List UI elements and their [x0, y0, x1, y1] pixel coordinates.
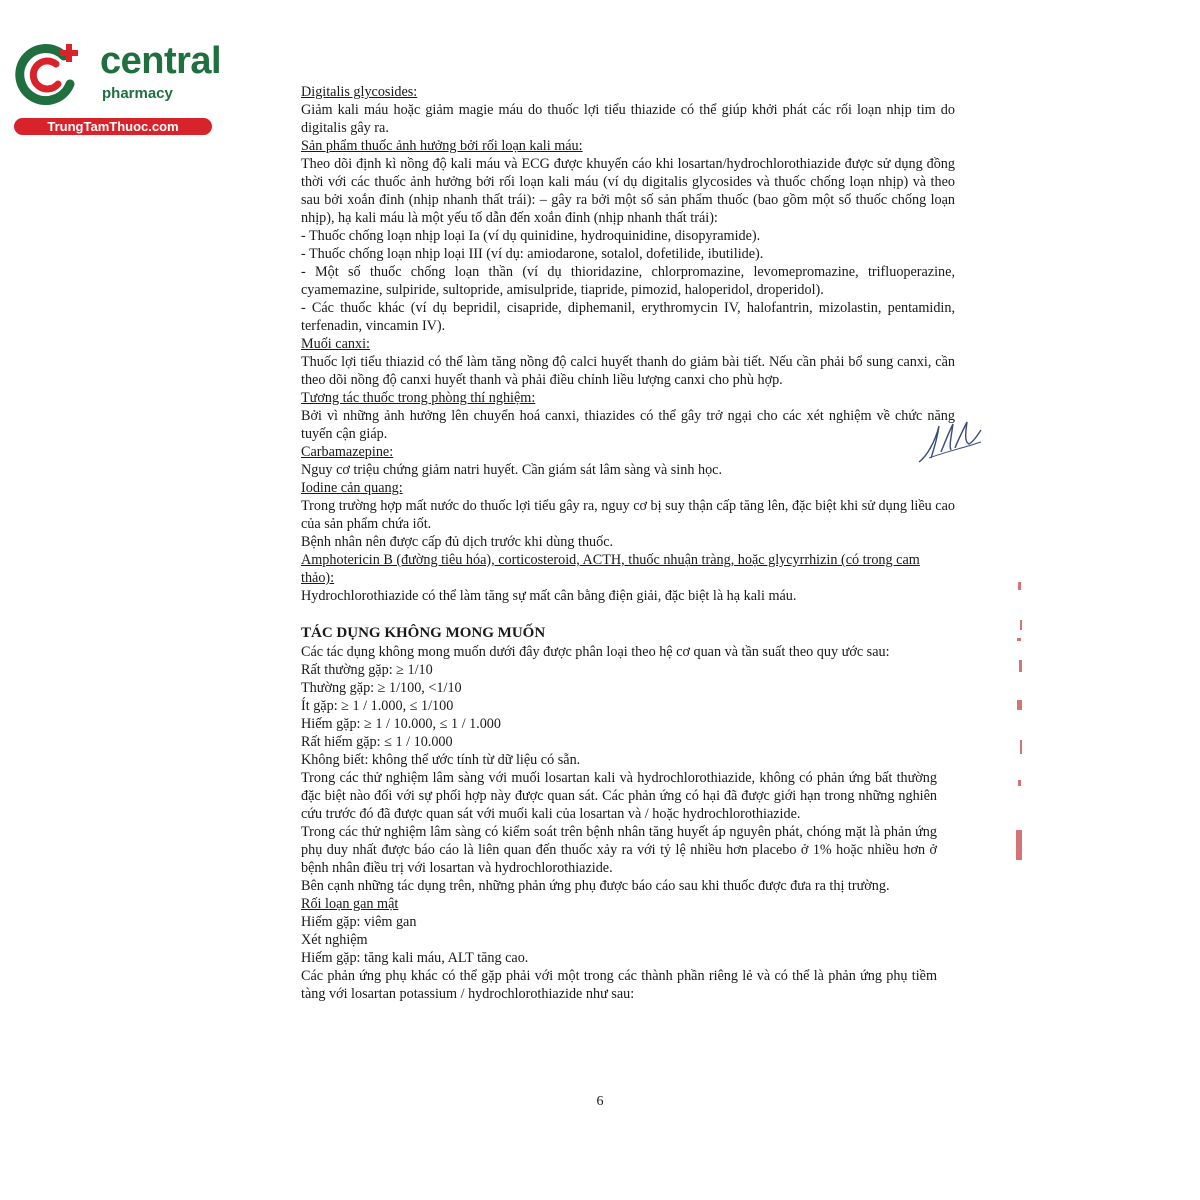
paragraph: - Thuốc chống loạn nhịp loại III (ví dụ: amiodarone, sotalol, dofetilide, ibutilide).: [301, 246, 764, 262]
brand-subtitle: pharmacy: [102, 85, 173, 102]
pharmacy-logo: [12, 38, 222, 138]
section-subheading: Muối canxi:: [301, 336, 370, 352]
paragraph: Giảm kali máu hoặc giảm magie máu do thuốc lợi tiểu thiazide có thể giúp khởi phát các rối loạn nhịp tim do digitalis gây ra.: [301, 102, 955, 136]
paragraph: Bệnh nhân nên được cấp đủ dịch trước khi dùng thuốc.: [301, 534, 614, 550]
section-subheading: Rối loạn gan mật: [301, 896, 399, 912]
brand-name: central: [100, 40, 222, 82]
paragraph: Theo dõi định kì nồng độ kali máu và ECG được khuyến cáo khi losartan/hydrochlorothiazide được sử dụng đồng thời với các thuốc ảnh hưởng bởi rối loạn kali máu (ví dụ digitalis glycosides và thuốc chống loạn nhịp) và theo sau bởi xoắn đỉnh (nhịp nhanh thất trái): – gây ra bởi một số sản phẩm thuốc (bao gồm một số thuốc chống loạn nhịp), hạ kali máu là một yếu tố dẫn đến xoắn đỉnh (nhịp nhanh thất trái):: [301, 156, 955, 226]
paragraph: - Các thuốc khác (ví dụ bepridil, cisapride, diphemanil, erythromycin IV, halofantrin, mizolastin, pentamidin, terfenadin, vincamin IV).: [301, 300, 955, 334]
paragraph: Thuốc lợi tiểu thiazid có thể làm tăng nồng độ calci huyết thanh do giảm bài tiết. Nếu cần phải bổ sung canxi, cần theo dõi nồng độ canxi huyết thanh và phải điều chỉnh liều lượng canxi cho phù hợp.: [301, 354, 955, 388]
stamp-edge-icon: [1010, 580, 1030, 880]
paragraph: Không biết: không thể ước tính từ dữ liệu có sẵn.: [301, 752, 581, 768]
document-body: [301, 83, 955, 1003]
paragraph: Trong các thử nghiệm lâm sàng có kiểm soát trên bệnh nhân tăng huyết áp nguyên phát, chóng mặt là phản ứng phụ duy nhất được báo cáo là liên quan đến thuốc xảy ra với tỷ lệ nhiều hơn placebo ở 1% hoặc nhiều hơn ở bệnh nhân điều trị với losartan và hydrochlorothiazide.: [301, 824, 937, 876]
section-subheading: Carbamazepine:: [301, 444, 394, 460]
section-subheading: Amphotericin B (đường tiêu hóa), corticosteroid, ACTH, thuốc nhuận tràng, hoặc glycyrrhizin (có trong cam thảo):: [301, 552, 920, 586]
paragraph: Hiếm gặp: viêm gan: [301, 914, 417, 930]
paragraph: Thường gặp: ≥ 1/100, <1/10: [301, 680, 462, 696]
paragraph: - Một số thuốc chống loạn thần (ví dụ thioridazine, chlorpromazine, levomepromazine, trifluoperazine, cyamemazine, sulpiride, sultopride, amisulpride, tiapride, pimozid, haloperidol, droperidol).: [301, 264, 955, 298]
paragraph: Các tác dụng không mong muốn dưới đây được phân loại theo hệ cơ quan và tần suất theo quy ước sau:: [301, 644, 890, 660]
paragraph: Trong các thử nghiệm lâm sàng với muối losartan kali và hydrochlorothiazide, không có phản ứng bất thường đặc biệt nào đối với sự phối hợp này được quan sát. Các phản ứng có hại đã được giới hạn trong những nghiên cứu trước đó đã được quan sát với muối kali của losartan và / hoặc hydrochlorothiazide.: [301, 770, 937, 822]
section-subheading: Iodine cản quang:: [301, 480, 403, 496]
paragraph: Hiếm gặp: tăng kali máu, ALT tăng cao.: [301, 950, 529, 966]
section-heading: TÁC DỤNG KHÔNG MONG MUỐN: [301, 625, 546, 641]
paragraph: Bên cạnh những tác dụng trên, những phản ứng phụ được báo cáo sau khi thuốc được đưa ra thị trường.: [301, 878, 890, 894]
paragraph: - Thuốc chống loạn nhịp loại Ia (ví dụ quinidine, hydroquinidine, disopyramide).: [301, 228, 761, 244]
signature-icon: [915, 412, 985, 468]
paragraph: Bởi vì những ảnh hưởng lên chuyển hoá canxi, thiazides có thể gây trở ngại cho các xét nghiệm về chức năng tuyến cận giáp.: [301, 408, 955, 442]
paragraph: Nguy cơ triệu chứng giảm natri huyết. Cần giám sát lâm sàng và sinh học.: [301, 462, 723, 478]
paragraph: Các phản ứng phụ khác có thể gặp phải với một trong các thành phần riêng lẻ và có thể là phản ứng phụ tiềm tàng với losartan potassium / hydrochlorothiazide như sau:: [301, 968, 937, 1002]
section-subheading: Tương tác thuốc trong phòng thí nghiệm:: [301, 390, 536, 406]
brand-url[interactable]: TrungTamThuoc.com: [14, 118, 212, 135]
paragraph: Xét nghiệm: [301, 932, 368, 948]
paragraph: Trong trường hợp mất nước do thuốc lợi tiểu gây ra, nguy cơ bị suy thận cấp tăng lên, đặc biệt khi sử dụng liều cao của sản phẩm chứa iốt.: [301, 498, 955, 532]
paragraph: Hydrochlorothiazide có thể làm tăng sự mất cân bằng điện giải, đặc biệt là hạ kali máu.: [301, 588, 797, 604]
section-subheading: Digitalis glycosides:: [301, 84, 418, 100]
paragraph: Rất thường gặp: ≥ 1/10: [301, 662, 433, 678]
paragraph: Hiếm gặp: ≥ 1 / 10.000, ≤ 1 / 1.000: [301, 716, 501, 732]
logo-mark-icon: [12, 40, 84, 112]
paragraph: Rất hiếm gặp: ≤ 1 / 10.000: [301, 734, 453, 750]
paragraph: Ít gặp: ≥ 1 / 1.000, ≤ 1/100: [301, 698, 454, 714]
section-subheading: Sản phẩm thuốc ảnh hưởng bởi rối loạn kali máu:: [301, 138, 583, 154]
page-number: 6: [596, 1094, 604, 1109]
